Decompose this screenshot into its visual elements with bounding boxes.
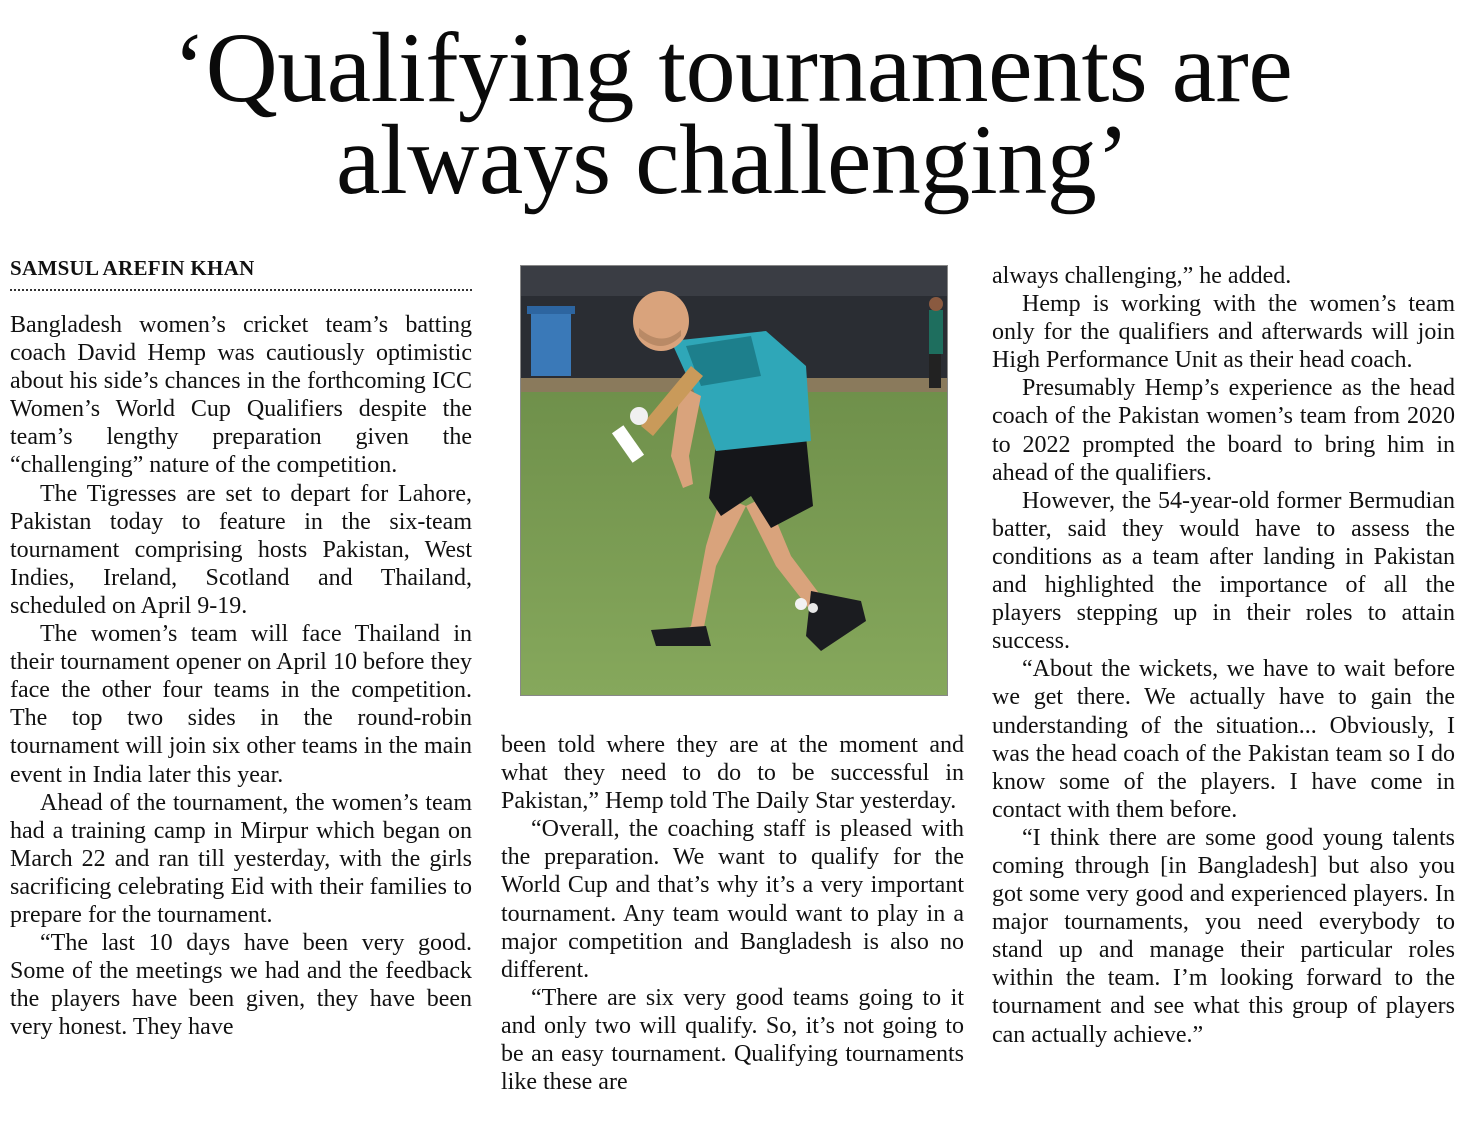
paragraph: Bangladesh women’s cricket team’s batting coach David Hemp was cautiously optimistic about his side’s chances in the forthcoming ICC Women’s World Cup Qualifiers despite the team’s lengthy preparation given the “challenging” nature of the competition. xyxy=(10,312,472,479)
paragraph: “There are six very good teams going to it and only two will qualify. So, it’s not going to be an easy tournament. Qualifying tournaments like these are xyxy=(501,984,964,1096)
headline-line-2: always challenging’ xyxy=(336,104,1129,215)
paragraph: Ahead of the tournament, the women’s team had a training camp in Mirpur which began on March 22 and ran till yesterday, with the girls sacrificing celebrating Eid with their families to prepare for the tournament. xyxy=(10,789,472,928)
paragraph: The women’s team will face Thailand in their tournament opener on April 10 before they face the other four teams in the competition. The top two sides in the round-robin tournament will join six other teams in the main event in India later this year. xyxy=(10,621,472,788)
background-player xyxy=(929,297,943,388)
paragraph: been told where they are at the moment and what they need to do to be successful in Pakistan,” Hemp told The Daily Star yesterday. xyxy=(501,732,964,815)
paragraph: “About the wickets, we have to wait before we get there. We actually have to gain the understanding of the situation... Obviously, I was the head coach of the Pakistan team so I do know some of the players. I have come in contact with them before. xyxy=(992,656,1455,823)
paragraph: However, the 54-year-old former Bermudian batter, said they would have to assess the conditions as a team after landing in Pakistan and highlighted the importance of all the players stepping up in their roles to attain success. xyxy=(992,487,1455,655)
article-column-1 xyxy=(10,311,472,1041)
paragraph: Hemp is working with the women’s team only for the qualifiers and afterwards will join High Performance Unit as their head coach. xyxy=(992,291,1455,374)
trash-bin-icon xyxy=(527,306,575,376)
paragraph: Presumably Hemp’s experience as the head coach of the Pakistan women’s team from 2020 to 2022 prompted the board to bring him in ahead of the qualifiers. xyxy=(992,375,1455,486)
paragraph: “The last 10 days have been very good. Some of the meetings we had and the feedback the players have been given, they have been very honest. They have xyxy=(10,930,472,1041)
paragraph: “Overall, the coaching staff is pleased with the preparation. We want to qualify for the World Cup and that’s why it’s a very important tournament. Any team would want to play in a major competition and Bangladesh is also no different. xyxy=(501,816,964,983)
article-column-3 xyxy=(992,262,1455,1049)
headline xyxy=(0,12,1465,215)
article-column-2 xyxy=(501,731,964,1096)
article-photo xyxy=(520,265,948,696)
paragraph: “I think there are some good young talents coming through [in Bangladesh] but also you got some very good and experienced players. In major tournaments, you need everybody to stand up and manage their particular roles within the team. I’m looking forward to the tournament and see what this group of players can actually achieve.” xyxy=(992,824,1455,1048)
paragraph: always challenging,” he added. xyxy=(992,263,1292,289)
byline: SAMSUL AREFIN KHAN xyxy=(10,256,472,291)
headline-line-1: ‘Qualifying tournaments are xyxy=(172,12,1293,123)
photo-illustration xyxy=(521,266,948,696)
paragraph: The Tigresses are set to depart for Lahore, Pakistan today to feature in the six-team tournament comprising hosts Pakistan, West Indies, Ireland, Scotland and Thailand, scheduled on April 9-19. xyxy=(10,480,472,619)
